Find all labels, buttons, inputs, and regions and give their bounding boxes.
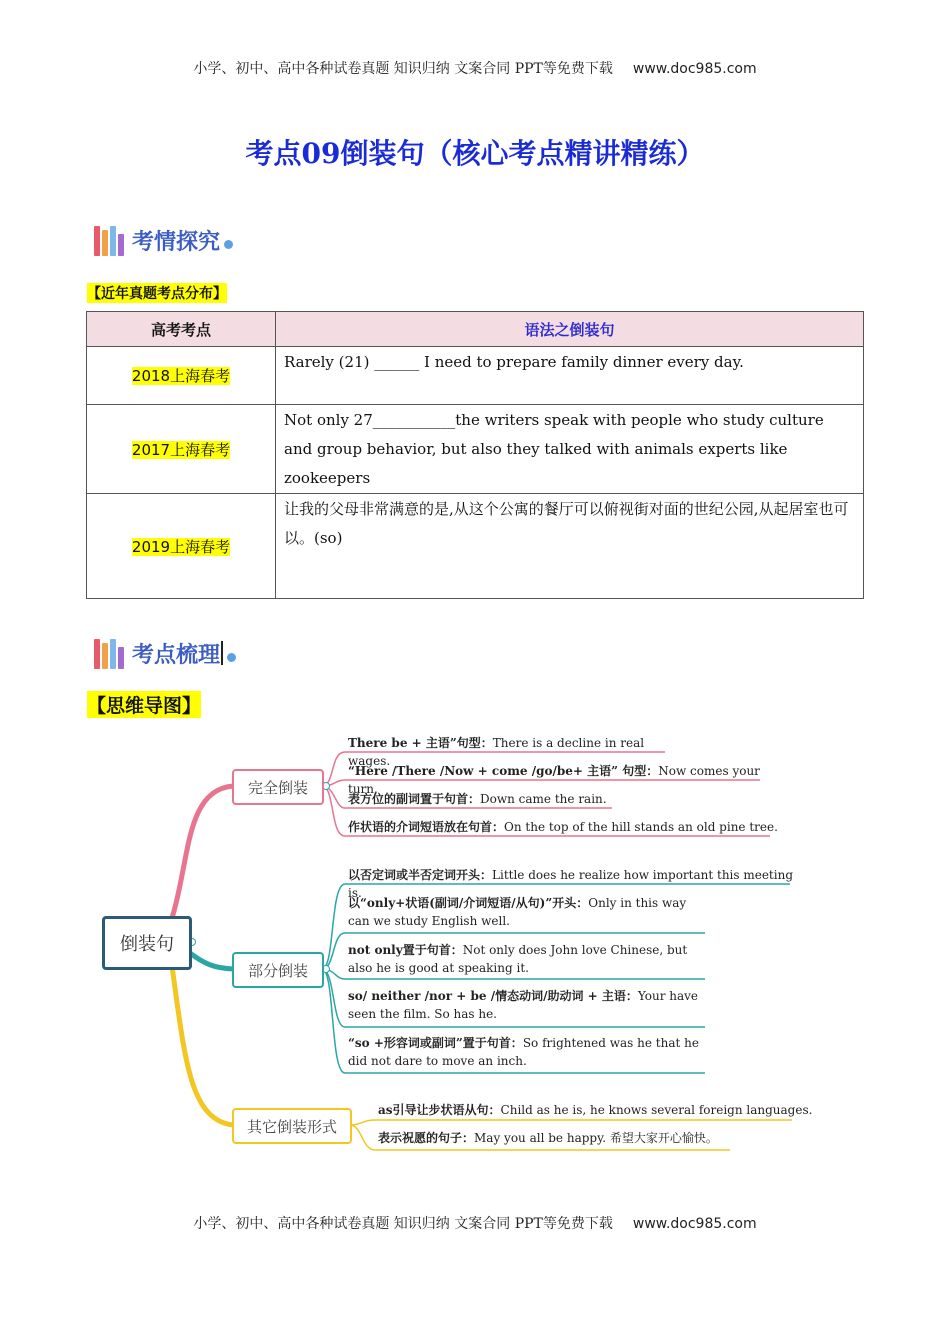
table-cell-year: 2018上海春考 <box>87 347 276 405</box>
connector-branch-1 <box>172 786 233 918</box>
section-heading-1 <box>94 220 233 260</box>
table-cell-question: Not only 27___________the writers speak with people who study culture and group behavior, but also they talked with animals experts like zookeepers <box>276 405 864 494</box>
mindmap-branch-partial[interactable]: 部分倒装 <box>232 952 324 988</box>
footer-url[interactable]: www.doc985.com <box>632 1216 757 1232</box>
mindmap-leaf: not only置于句首：Not only does John love Chinese, but also he is good at speaking it. <box>348 943 688 975</box>
header-url[interactable]: www.doc985.com <box>632 61 757 77</box>
table-row <box>87 405 864 494</box>
mindmap-leaf: as引导让步状语从句：Child as he is, he knows several foreign languages. <box>378 1103 813 1117</box>
dot-icon <box>227 653 236 662</box>
mindmap-leaf: 表方位的副词置于句首：Down came the rain. <box>348 792 607 806</box>
table-row <box>87 347 864 405</box>
table-header: 高考考点 <box>87 312 276 347</box>
mindmap-leaf: 以否定词或半否定词开头：Little does he realize how important this meeting is. <box>348 868 794 900</box>
section-title: 考点梳理 <box>132 642 221 668</box>
table-cell-question: 让我的父母非常满意的是,从这个公寓的餐厅可以俯视街对面的世纪公园,从起居室也可以。(so) <box>276 494 864 599</box>
table-row <box>87 494 864 599</box>
table-cell-year: 2017上海春考 <box>87 405 276 494</box>
table-cell-year: 2019上海春考 <box>87 494 276 599</box>
page-title: 考点09倒装句（核心考点精讲精练） <box>245 137 705 170</box>
mindmap-leaf: “Here /There /Now + come /go/be+ 主语” 句型：Now comes your turn. <box>348 764 760 796</box>
section-heading-2 <box>94 633 236 673</box>
mindmap-leaf: 表示祝愿的句子：May you all be happy. 希望大家开心愉快。 <box>378 1131 718 1145</box>
mindmap-leaf: 作状语的介词短语放在句首：On the top of the hill stands an old pine tree. <box>348 820 778 834</box>
mindmap-leaf: 以“only+状语(副词/介词短语/从句)”开头：Only in this way can we study English well. <box>348 896 687 928</box>
footer-text: 小学、初中、高中各种试卷真题 知识归纳 文案合同 PPT等免费下载 <box>193 1216 613 1232</box>
tag-label: 【思维导图】 <box>87 691 201 718</box>
table-header-row <box>87 312 864 347</box>
mindmap-branch-full[interactable]: 完全倒装 <box>232 769 324 805</box>
table-cell-question: Rarely (21) ______ I need to prepare family dinner every day. <box>276 347 864 405</box>
page-footer <box>0 1213 950 1233</box>
mindmap-branch-other[interactable]: 其它倒装形式 <box>232 1108 352 1144</box>
connector-branch-2 <box>186 950 233 969</box>
mindmap-leaf: so/ neither /nor + be /情态动词/助动词 + 主语：Your have seen the film. So has he. <box>348 989 699 1021</box>
mindmap-root[interactable]: 倒装句 <box>102 916 192 970</box>
tag-label: 【近年真题考点分布】 <box>87 283 227 303</box>
books-icon <box>94 637 126 669</box>
mindmap-leaf: There be + 主语”句型：There is a decline in real wages. <box>348 736 645 768</box>
text-cursor <box>221 641 223 665</box>
page-header <box>0 58 950 78</box>
dot-icon <box>224 240 233 249</box>
header-text: 小学、初中、高中各种试卷真题 知识归纳 文案合同 PPT等免费下载 <box>193 61 613 77</box>
books-icon <box>94 224 126 256</box>
section-title: 考情探究 <box>132 229 221 255</box>
exam-table <box>86 311 864 599</box>
connector-branch-3 <box>172 966 233 1125</box>
table-header: 语法之倒装句 <box>276 312 864 347</box>
mindmap-leaf: “so +形容词或副词”置于句首：So frightened was he that he did not dare to move an inch. <box>348 1036 699 1068</box>
